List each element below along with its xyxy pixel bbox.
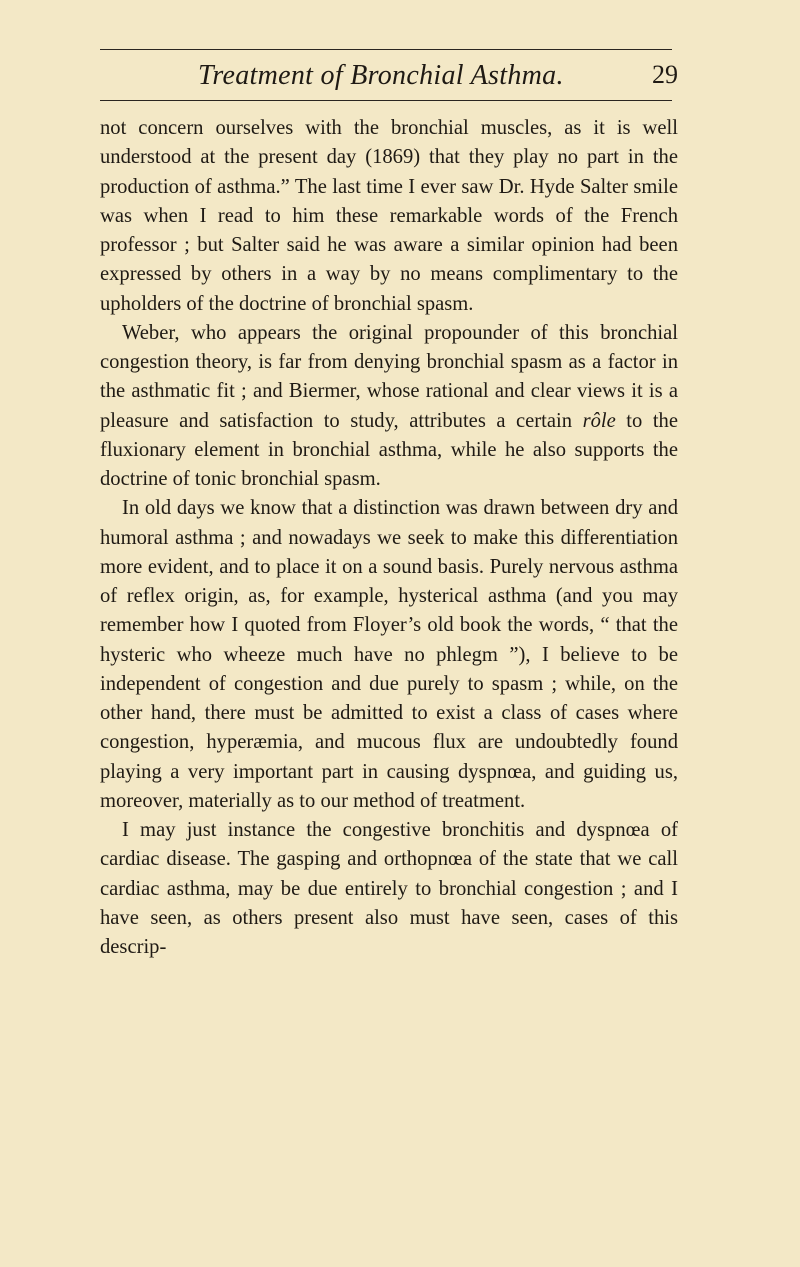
italic-role-word: rôle bbox=[582, 409, 616, 432]
paragraph-cardiac: I may just instance the congestive bronchitis and dyspnœa of cardiac disease. The gasping and orthopnœa of the state that we call cardiac asthma, may be due entirely to bronchial congestion ; and I have seen, as others present also must have seen, cases of this descrip- bbox=[100, 819, 678, 958]
body-text bbox=[100, 114, 678, 962]
page-number: 29 bbox=[652, 60, 678, 89]
paragraph-continuation: not concern ourselves with the bronchial muscles, as it is well understood at the present day (1869) that they play no part in the production of asthma.” The last time I ever saw Dr. Hyde Salter smile was when I read to him these remarkable words of the French professor ; but Salter said he was aware a similar opinion had been expressed by others in a way by no means complimentary to the upholders of the doctrine of bronchial spasm. bbox=[100, 117, 678, 315]
paragraph-weber-start: Weber, who appears the original propounder of this bronchial congestion theory, is far from denying bronchial spasm as a factor in the asthmatic fit ; and Biermer, whose rational and clear views it is a pleasure and satisfaction to study, attributes a certain bbox=[100, 321, 678, 432]
paragraph-weber bbox=[100, 319, 678, 495]
paragraph-dry-humoral: In old days we know that a distinction was drawn between dry and humoral asthma ; and nowadays we seek to make this differentiation more evident, and to place it on a sound basis. Purely nervous asthma of reflex origin, as, for example, hysterical asthma (and you may remember how I quoted from Floyer’s old book the words, “ that the hysteric who wheeze much have no phlegm ”), I believe to be independent of congestion and due purely to spasm ; while, on the other hand, there must be admitted to exist a class of cases where congestion, hyperæmia, and mucous flux are undoubtedly found playing a very important part in causing dyspnœa, and guiding us, moreover, materially as to our method of treatment. bbox=[100, 497, 678, 812]
paragraph-weber-end: to the fluxionary element in bronchial asthma, while he also supports the doctrine of tonic bronchial spasm. bbox=[100, 409, 678, 490]
running-head-title: Treatment of Bronchial Asthma. bbox=[198, 60, 564, 91]
running-head bbox=[100, 60, 678, 96]
header-rule-bottom bbox=[100, 100, 672, 101]
header-rule-top bbox=[100, 49, 672, 50]
